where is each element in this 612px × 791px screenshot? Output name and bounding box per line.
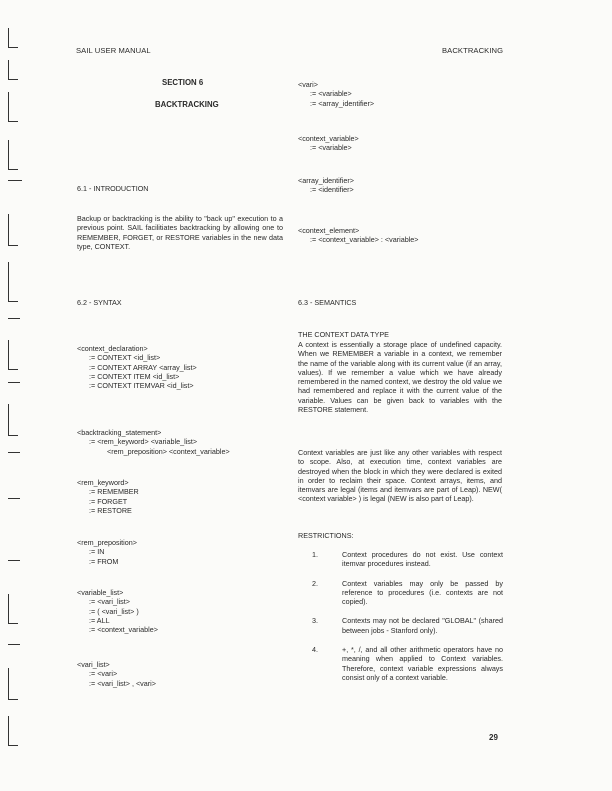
syntax-production: := ( <vari_list> ) — [89, 606, 139, 616]
syntax-production: := <vari_list> , <vari> — [89, 678, 156, 688]
syntax-production: := <variable> — [310, 89, 352, 99]
syntax-production: := FORGET — [89, 496, 128, 506]
syntax-production: := CONTEXT ITEM <id_list> — [89, 371, 180, 381]
syntax-production: := RESTORE — [89, 505, 132, 515]
restrictions-list — [310, 550, 503, 682]
semantics-heading: 6.3 - SEMANTICS — [298, 298, 357, 307]
intro-text: Backup or backtracking is the ability to "back up" execution to a previous point. SAIL facilitiates backtracking by allowing one to REMEMBER, FORGET, or RESTORE variables in the new data type, CONTEXT. — [77, 214, 283, 251]
syntax-block-vari-list — [77, 660, 156, 688]
syntax-production: := CONTEXT ITEMVAR <id_list> — [89, 381, 194, 391]
syntax-nonterminal: <vari> — [298, 80, 318, 89]
section-title: BACKTRACKING — [155, 100, 219, 109]
list-item — [310, 645, 503, 682]
restriction-number: 3. — [312, 616, 318, 626]
restriction-number: 4. — [312, 645, 318, 655]
syntax-production: := FROM — [89, 556, 119, 566]
header-left: SAIL USER MANUAL — [76, 46, 151, 55]
syntax-nonterminal: <context_variable> — [298, 134, 359, 143]
syntax-production: := IN — [89, 547, 105, 557]
syntax-nonterminal: <context_declaration> — [77, 344, 148, 353]
syntax-nonterminal: <rem_keyword> — [77, 478, 129, 487]
intro-heading: 6.1 - INTRODUCTION — [77, 184, 149, 193]
restriction-text: Context procedures do not exist. Use context itemvar procedures instead. — [342, 550, 503, 569]
syntax-block-vari — [298, 80, 374, 108]
semantics-paragraph-2: Context variables are just like any other variables with respect to scope. Also, at execution time, context variables are destroyed when the block in which they were declared is exited in order to reclaim their space. Context arrays, items, and itemvars are legal (items and itemvars are part of Leap). NEW( <context variable> ) is legal (NEW is also part of Leap). — [298, 448, 502, 504]
syntax-production: := <vari> — [89, 669, 118, 679]
syntax-production: := <vari_list> — [89, 597, 130, 607]
syntax-block-rem-preposition — [77, 538, 137, 566]
syntax-production: := <context_variable> — [89, 625, 158, 635]
header-right: BACKTRACKING — [442, 46, 504, 55]
syntax-block-array-identifier — [298, 176, 354, 195]
syntax-nonterminal: <array_identifier> — [298, 176, 354, 185]
semantics-paragraph-1: A context is essentially a storage place of undefined capacity. When we REMEMBER a variable in a context, we remember the name of the variable along with its current value (if an array, values). If we remember a value which we have already remembered in the named context, we destroy the old value we had remembered and replace it with the current value of the variable. Values can be given back to variables with the RESTORE statement. — [298, 340, 502, 415]
syntax-block-variable-list — [77, 588, 158, 634]
syntax-nonterminal: <variable_list> — [77, 588, 124, 597]
syntax-block-rem-keyword — [77, 478, 139, 515]
restriction-text: Context variables may only be passed by reference to procedures (i.e. contexts are not copied). — [342, 578, 503, 607]
semantics-subheading: THE CONTEXT DATA TYPE — [298, 330, 389, 339]
syntax-production: := <array_identifier> — [310, 98, 375, 108]
list-item — [310, 550, 503, 569]
syntax-production: := <identifier> — [310, 185, 354, 195]
syntax-block-context-element — [298, 226, 418, 245]
syntax-production: := <rem_keyword> <variable_list> — [89, 437, 198, 447]
syntax-production: := CONTEXT ARRAY <array_list> — [89, 362, 197, 372]
syntax-production: <rem_preposition> <context_variable> — [107, 446, 230, 456]
syntax-block-backtracking-statement — [77, 428, 230, 456]
list-item — [310, 579, 503, 607]
syntax-block-context-variable — [298, 134, 359, 153]
section-number: SECTION 6 — [162, 78, 204, 87]
syntax-nonterminal: <backtracking_statement> — [77, 428, 162, 437]
syntax-production: := ALL — [89, 615, 110, 625]
syntax-nonterminal: <context_element> — [298, 226, 360, 235]
syntax-block-context-declaration — [77, 344, 197, 390]
syntax-production: := <context_variable> : <variable> — [310, 235, 419, 245]
list-item — [310, 616, 503, 635]
restriction-text: +, *, /, and all other arithmetic operators have no meaning when applied to Context variables. Therefore, context variable expressions always consist only of a context variable. — [342, 645, 503, 682]
binding-edge-marks — [0, 0, 30, 791]
restriction-number: 1. — [312, 550, 318, 559]
syntax-production: := <variable> — [310, 143, 352, 153]
syntax-nonterminal: <rem_preposition> — [77, 538, 137, 547]
restriction-number: 2. — [312, 578, 318, 588]
syntax-production: := CONTEXT <id_list> — [89, 353, 161, 363]
syntax-nonterminal: <vari_list> — [77, 660, 110, 669]
syntax-production: := REMEMBER — [89, 487, 139, 497]
page-number: 29 — [489, 733, 498, 742]
restriction-text: Contexts may not be declared "GLOBAL" (shared between jobs - Stanford only). — [342, 616, 503, 635]
restrictions-heading: RESTRICTIONS: — [298, 531, 354, 540]
syntax-heading: 6.2 - SYNTAX — [77, 298, 122, 307]
